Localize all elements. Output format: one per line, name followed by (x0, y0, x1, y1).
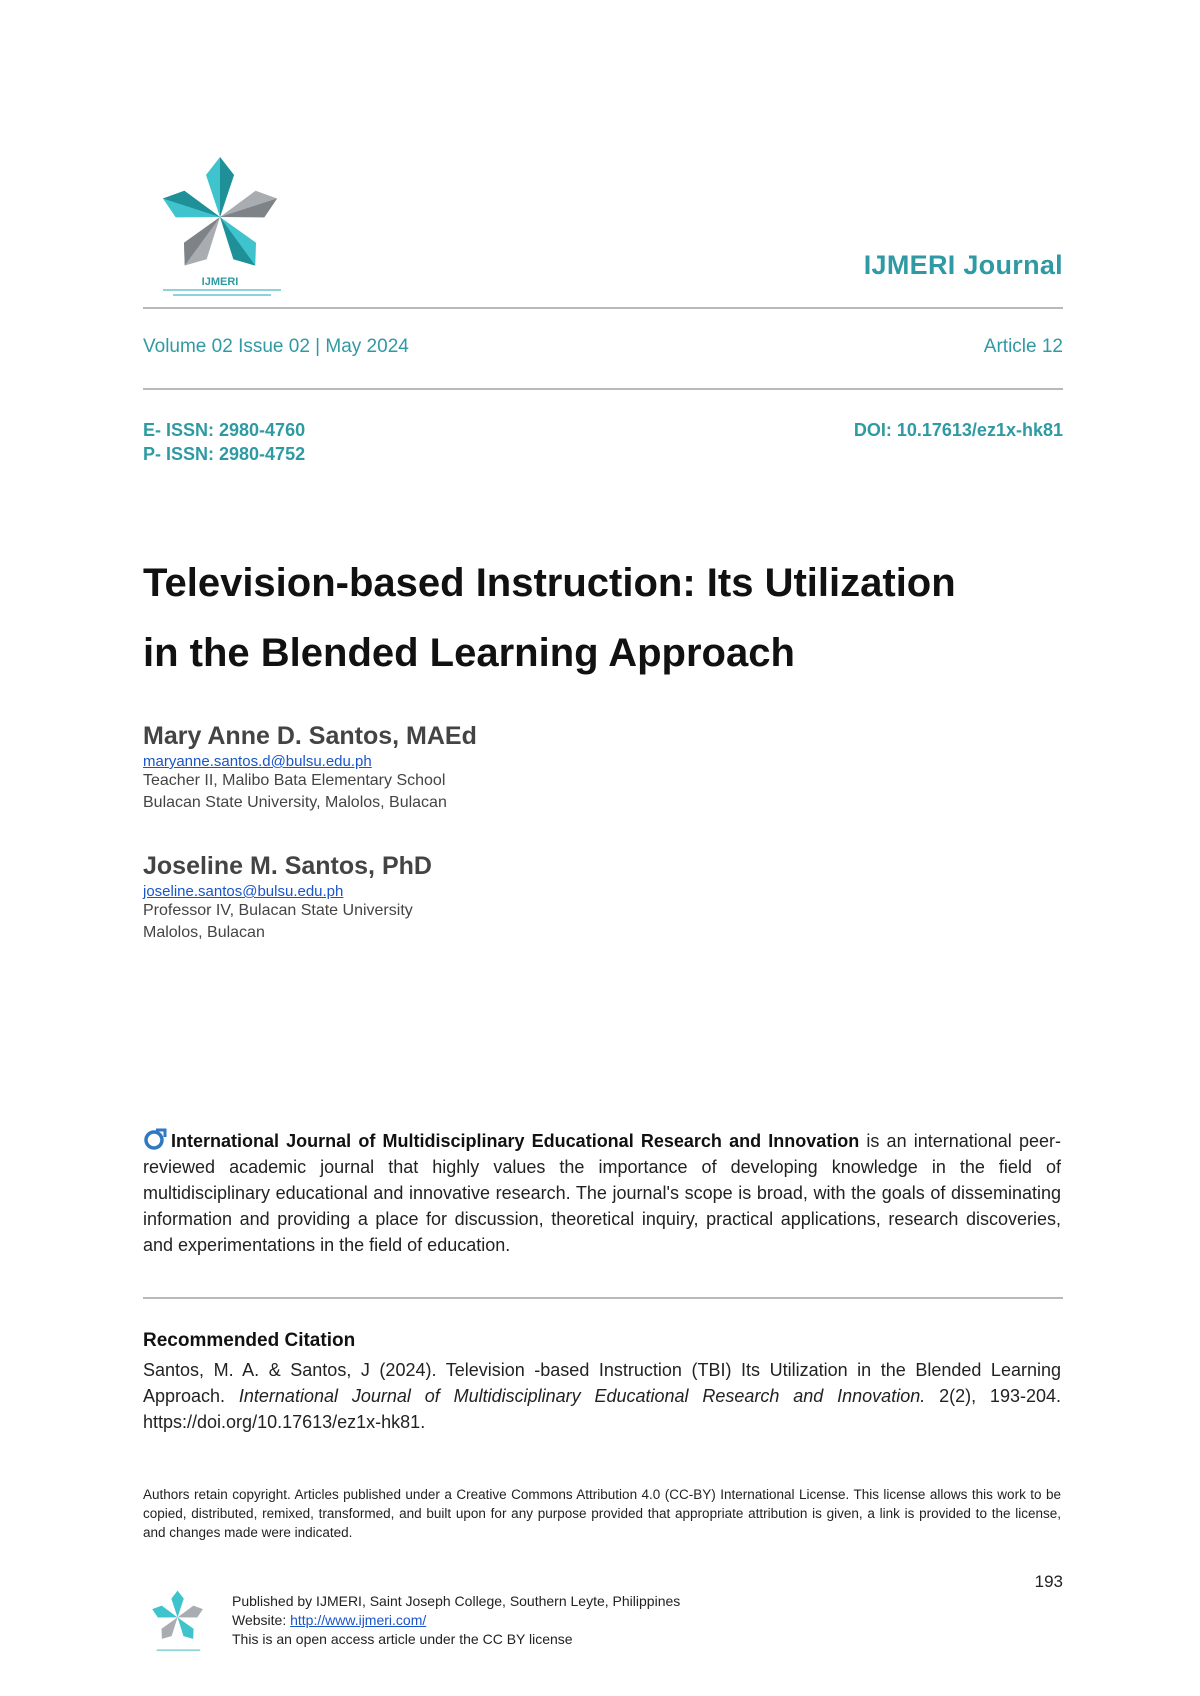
title-line: Television-based Instruction: Its Utilization (143, 561, 956, 605)
citation-text (143, 1357, 1061, 1435)
article-number: Article 12 (983, 336, 1063, 357)
author-name: Joseline M. Santos, PhD (143, 852, 432, 880)
journal-description (143, 1128, 1061, 1258)
journal-name: IJMERI Journal (863, 250, 1063, 280)
flower-logo-icon (158, 155, 293, 300)
p-issn: P- ISSN: 2980-4752 (143, 444, 306, 464)
license-notice: Authors retain copyright. Articles published under a Creative Commons Attribution 4.0 (CC-BY) International License. This license allows this work to be copied, distributed, remixed, transformed, and built upon for any purpose provided that appropriate attribution is given, a link is provided to the license, and changes made were indicated. (143, 1487, 1061, 1540)
author-affiliation: Professor IV, Bulacan State University (143, 902, 413, 919)
website-label: Website: (232, 1612, 291, 1628)
author-block (143, 722, 477, 814)
title-line: in the Blended Learning Approach (143, 631, 795, 675)
svg-text:IJMERI: IJMERI (201, 276, 239, 288)
description-text: is an international peer-reviewed academic journal that highly values the importance of developing knowledge in the field of multidisciplinary educational and innovative research. The journal's scope is broad, with the goals of disseminating information and providing a place for discussion, theoretical inquiry, practical applications, research discoveries, and experimentations in the field of education. (143, 1131, 1061, 1255)
divider (143, 388, 1063, 390)
website-line (232, 1611, 680, 1630)
citation-part: Santos, M. A. & Santos, J (2024). Television -based Instruction (TBI) Its Utilization in the Blended Learning Approach. (143, 1360, 1061, 1406)
author-affiliation: Teacher II, Malibo Bata Elementary School (143, 772, 446, 789)
author-name: Mary Anne D. Santos, MAEd (143, 722, 477, 750)
journal-full-name: International Journal of Multidisciplinary Educational Research and Innovation (171, 1131, 860, 1151)
paper-title (143, 548, 1093, 688)
divider (143, 1297, 1063, 1299)
author-block (143, 852, 432, 944)
journal-logo (158, 155, 293, 300)
website-link[interactable]: http://www.ijmeri.com/ (290, 1612, 427, 1628)
author-affiliation: Bulacan State University, Malolos, Bulacan (143, 794, 447, 811)
citation-journal: International Journal of Multidisciplinary Educational Research and Innovation. (238, 1386, 926, 1406)
footer-logo (150, 1587, 210, 1657)
e-issn: E- ISSN: 2980-4760 (143, 420, 306, 440)
volume-issue: Volume 02 Issue 02 | May 2024 (143, 336, 409, 357)
footer-info (232, 1592, 680, 1649)
flower-logo-icon (150, 1587, 210, 1657)
citation-part: 2(2), 193-204. https://doi.org/10.17613/ez1x-hk81. (143, 1386, 1061, 1432)
page-number: 193 (1034, 1572, 1063, 1591)
publisher-line: Published by IJMERI, Saint Joseph College, Southern Leyte, Philippines (232, 1593, 681, 1609)
citation-heading: Recommended Citation (143, 1330, 356, 1351)
doi: DOI: 10.17613/ez1x-hk81 (853, 420, 1063, 440)
open-access-icon (143, 1128, 167, 1150)
author-email-link[interactable]: joseline.santos@bulsu.edu.ph (143, 883, 344, 900)
author-email-link[interactable]: maryanne.santos.d@bulsu.edu.ph (143, 753, 372, 770)
divider (143, 307, 1063, 309)
author-affiliation: Malolos, Bulacan (143, 924, 265, 941)
open-access-line: This is an open access article under the CC BY license (232, 1631, 573, 1647)
